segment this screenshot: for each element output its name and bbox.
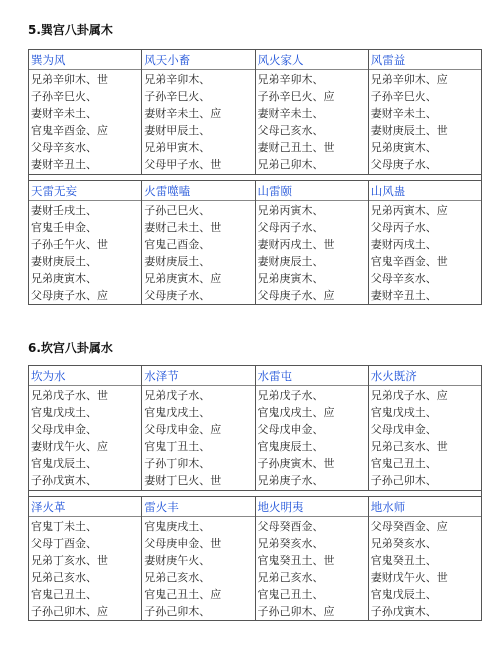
yao-line: 官鬼己酉金、 [144,237,211,251]
hexagram-name-link[interactable]: 火雷噬嗑 [142,182,254,201]
yao-line: 兄弟庚寅木、应 [144,271,222,285]
yao-line: 兄弟戊子水、世 [31,389,108,402]
yao-line: 兄弟庚寅木、 [31,271,97,285]
yao-line: 官鬼戊戌土、 [370,406,437,420]
hexagram-name-link[interactable]: 山雷颐 [256,182,368,201]
yao-line: 父母庚子水、 [370,158,437,172]
hexagram-name-link[interactable]: 天雷无妄 [29,182,141,201]
hexagram-name-link[interactable]: 坎为水 [29,367,141,386]
hexagram-table [28,365,482,621]
yao-line: 妻财丁巳火、世 [144,474,222,488]
yao-line: 官鬼丁未土、 [31,519,97,533]
hexagram-name-link[interactable]: 风火家人 [256,51,368,70]
hexagram-cell [142,50,255,175]
yao-line: 子孙丁卯木、 [144,457,211,471]
section-title: 5.巽宫八卦属木 [28,23,113,37]
hexagram-cell [255,180,368,305]
yao-line: 官鬼辛酉金、世 [370,254,448,268]
hexagram-cell [368,180,481,305]
yao-line: 妻财戊午火、世 [370,570,448,584]
yao-line: 父母庚子水、应 [31,289,108,303]
hexagram-cell [29,50,142,175]
yao-line: 兄弟辛卯木、世 [31,73,108,86]
yao-line: 子孙戊寅木、 [370,605,437,619]
yao-line: 子孙辛巳火、 [144,90,211,104]
yao-line: 官鬼戊辰土、 [31,457,97,471]
yao-line: 官鬼辛酉金、应 [31,124,108,138]
hexagram-row [29,50,482,175]
yao-line: 子孙辛巳火、应 [257,90,335,104]
hexagram-cell [368,366,481,491]
yao-line: 妻财甲辰土、 [144,124,211,138]
yao-line: 父母庚子水、应 [257,289,335,303]
yao-line: 官鬼己丑土、 [257,587,324,601]
yao-line: 父母癸酉金、应 [370,519,448,533]
yao-line: 官鬼己丑土、应 [144,587,222,601]
yao-line: 兄弟癸亥水、 [257,536,324,550]
yao-line: 官鬼己丑土、 [370,457,437,471]
hexagram-cell [368,50,481,175]
yao-line: 兄弟己亥水、 [144,570,211,584]
hexagram-name-link[interactable]: 水雷屯 [256,367,368,386]
yao-line: 兄弟辛卯木、 [144,73,211,86]
yao-line: 兄弟己卯木、 [257,158,324,172]
hexagram-cell [368,496,481,621]
yao-line: 官鬼戊戌土、 [144,406,211,420]
yao-line: 兄弟戊子水、 [144,389,211,402]
hexagram-cell [142,496,255,621]
yao-line: 兄弟丙寅木、应 [370,203,448,217]
hexagram-name-link[interactable]: 水泽节 [142,367,254,386]
yao-line: 兄弟戊子水、应 [370,389,448,402]
hexagram-cell [29,496,142,621]
hexagram-row [29,180,482,305]
yao-line: 兄弟庚寅木、 [257,271,324,285]
yao-line: 父母庚申金、世 [144,536,222,550]
yao-line: 子孙己巳火、 [144,203,211,217]
yao-line: 妻财庚辰土、 [31,254,97,268]
hexagram-table [28,49,482,305]
yao-line: 官鬼己丑土、 [31,587,97,601]
yao-line: 兄弟辛卯木、应 [370,73,448,86]
yao-line: 兄弟庚寅木、 [370,141,437,155]
yao-line: 兄弟甲寅木、 [144,141,211,155]
yao-line: 子孙己卯木、应 [31,605,108,619]
yao-line: 妻财辛未土、 [257,107,324,121]
yao-line: 官鬼丁丑土、 [144,440,211,454]
yao-line: 官鬼癸丑土、世 [257,553,335,567]
yao-line: 父母丙子水、 [257,220,324,234]
yao-line: 妻财辛未土、 [31,107,97,121]
yao-line: 妻财己丑土、世 [257,141,335,155]
hexagram-cell [142,180,255,305]
yao-line: 子孙辛巳火、 [370,90,437,104]
hexagram-cell [255,50,368,175]
hexagram-name-link[interactable]: 泽火革 [29,498,141,517]
yao-line: 官鬼戊辰土、 [370,587,437,601]
yao-line: 妻财辛丑土、 [31,158,97,172]
yao-line: 妻财戊午火、应 [31,440,108,454]
yao-line: 父母甲子水、世 [144,158,222,172]
yao-line: 兄弟己亥水、世 [370,440,448,454]
yao-line: 妻财壬戌土、 [31,203,97,217]
hexagram-cell [255,496,368,621]
yao-line: 妻财己未土、世 [144,220,222,234]
yao-line: 妻财丙戌土、 [370,237,437,251]
yao-line: 兄弟戊子水、 [257,389,324,402]
yao-line: 父母己亥水、 [257,124,324,138]
yao-line: 兄弟癸亥水、 [370,536,437,550]
yao-line: 父母戊申金、 [257,423,324,437]
yao-line: 兄弟己亥水、 [257,570,324,584]
yao-line: 父母辛亥水、 [370,271,437,285]
hexagram-name-link[interactable]: 风雷益 [369,51,481,70]
yao-line: 父母戊申金、 [370,423,437,437]
hexagram-name-link[interactable]: 风天小畜 [142,51,254,70]
hexagram-name-link[interactable]: 水火既济 [369,367,481,386]
yao-line: 子孙壬午火、世 [31,237,108,251]
yao-line: 父母庚子水、 [144,289,211,303]
hexagram-cell [255,366,368,491]
yao-line: 子孙戊寅木、 [31,474,97,488]
yao-line: 子孙庚寅木、世 [257,457,335,471]
yao-line: 官鬼壬申金、 [31,220,97,234]
yao-line: 官鬼癸丑土、 [370,553,437,567]
yao-line: 子孙辛巳火、 [31,90,97,104]
yao-line: 父母戊申金、 [31,423,97,437]
yao-line: 兄弟丁亥水、世 [31,553,108,567]
section-title: 6.坎宫八卦属水 [28,341,113,355]
hexagram-row [29,366,482,491]
yao-line: 兄弟辛卯木、 [257,73,324,86]
hexagram-name-link[interactable]: 山风蛊 [369,182,481,201]
yao-line: 妻财庚辰土、世 [370,124,448,138]
yao-line: 官鬼戊戌土、 [31,406,97,420]
hexagram-cell [142,366,255,491]
yao-line: 妻财庚辰土、 [257,254,324,268]
yao-line: 子孙己卯木、 [370,474,437,488]
hexagram-name-link[interactable]: 雷火丰 [142,498,254,517]
yao-line: 妻财辛未土、 [370,107,437,121]
yao-line: 父母戊申金、应 [144,423,222,437]
yao-line: 官鬼戊戌土、应 [257,406,335,420]
hexagram-name-link[interactable]: 地水师 [369,498,481,517]
yao-line: 妻财辛丑土、 [370,289,437,303]
yao-line: 父母癸酉金、 [257,519,324,533]
hexagram-name-link[interactable]: 地火明夷 [256,498,368,517]
yao-line: 官鬼庚戌土、 [144,519,211,533]
yao-line: 妻财庚辰土、 [144,254,211,268]
hexagram-name-link[interactable]: 巽为风 [29,51,141,70]
yao-line: 父母辛亥水、 [31,141,97,155]
yao-line: 父母丁酉金、 [31,536,97,550]
yao-line: 兄弟庚子水、 [257,474,324,488]
yao-line: 妻财庚午火、 [144,553,211,567]
yao-line: 妻财丙戌土、世 [257,237,335,251]
yao-line: 子孙己卯木、 [144,605,211,619]
yao-line: 子孙己卯木、应 [257,605,335,619]
yao-line: 父母丙子水、 [370,220,437,234]
yao-line: 兄弟己亥水、 [31,570,97,584]
hexagram-cell [29,180,142,305]
hexagram-cell [29,366,142,491]
yao-line: 兄弟丙寅木、 [257,203,324,217]
hexagram-row [29,496,482,621]
yao-line: 妻财辛未土、应 [144,107,222,121]
yao-line: 官鬼庚辰土、 [257,440,324,454]
